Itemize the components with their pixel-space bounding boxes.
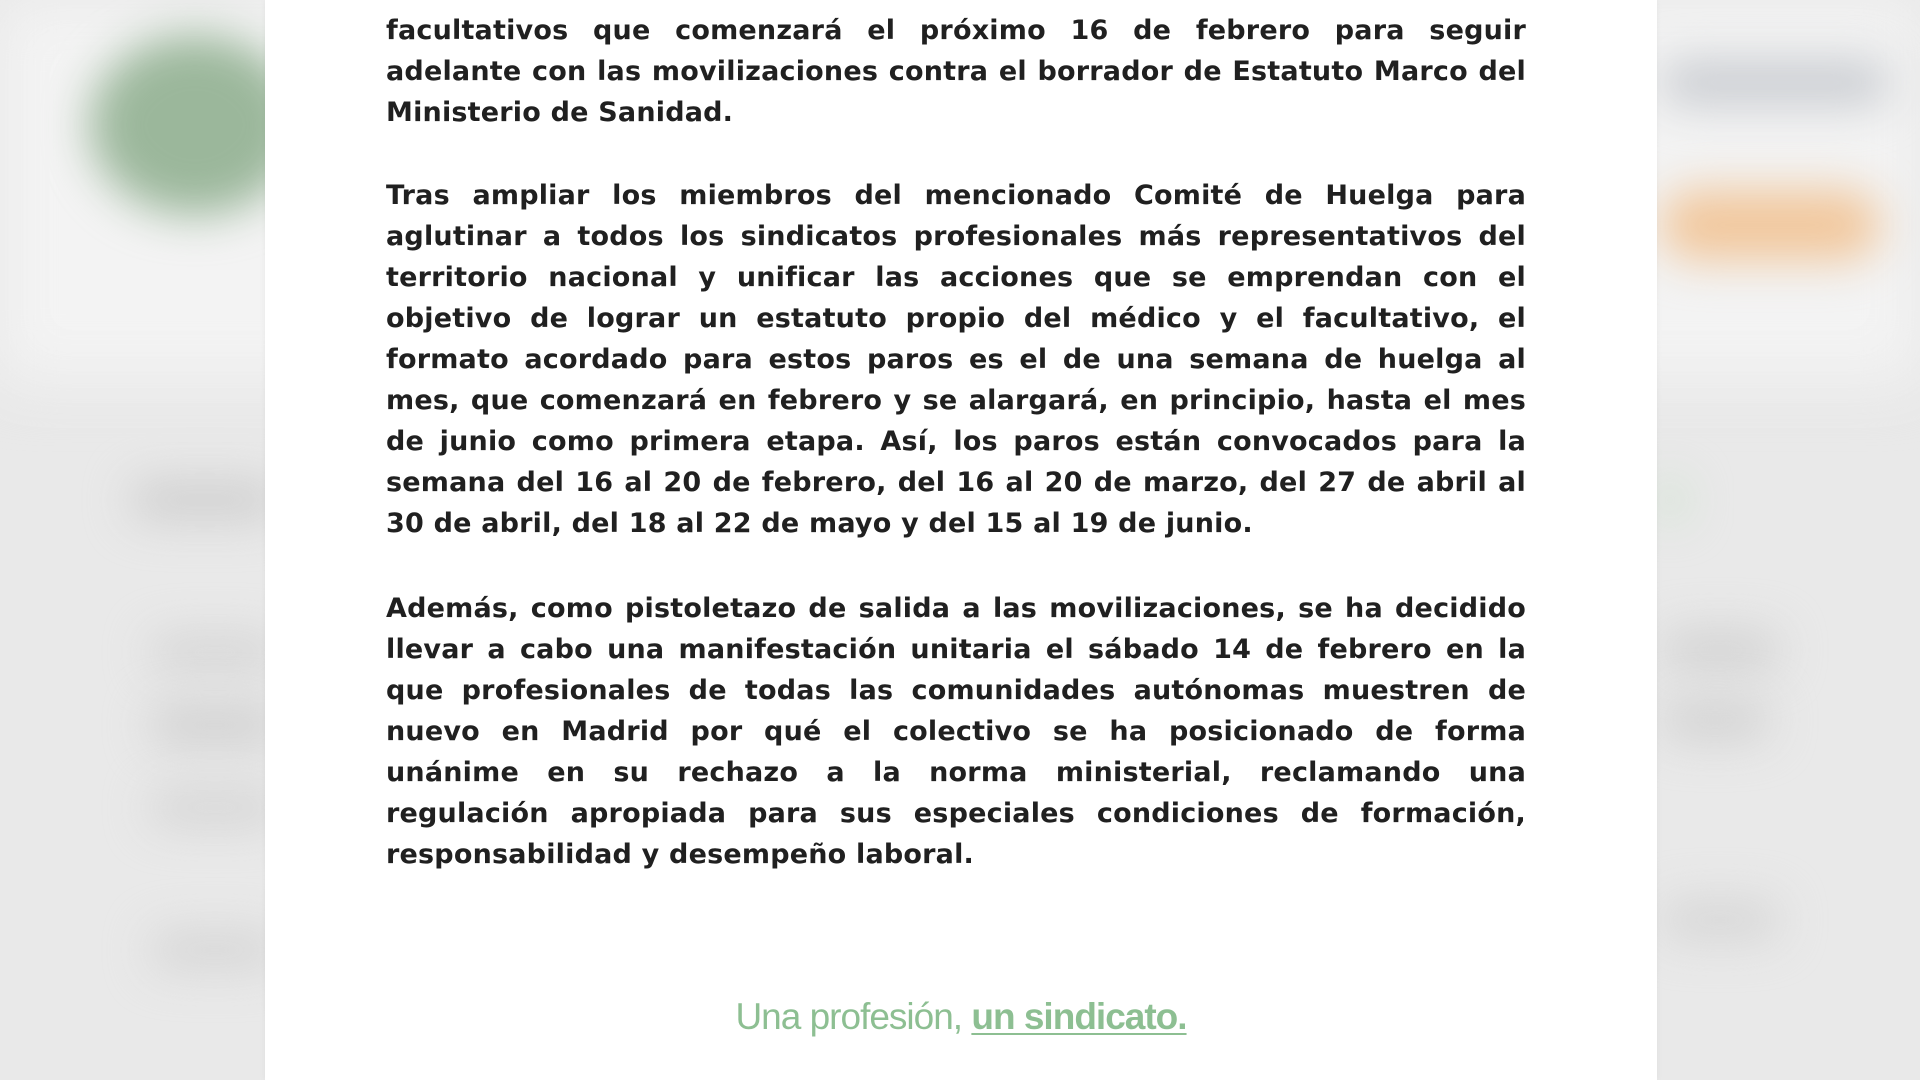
bg-shape — [1660, 630, 1780, 670]
paragraph-2: Tras ampliar los miembros del mencionado Comité de Huelga para aglutinar a todos los sindicatos profesionales más representativos del territorio nacional y unificar las acciones que se emprendan con el objetivo de lograr un estatuto propio del médico y el facultativo, el formato acordado para estos paros es el de una semana de huelga al mes, que comenzará en febrero y se alargará, en principio, hasta el mes de junio como primera etapa. Así, los paros están convocados para la semana del 16 al 20 de febrero, del 16 al 20 de marzo, del 27 de abril al 30 de abril, del 18 al 22 de mayo y del 15 al 19 de junio. — [386, 180, 1526, 539]
bg-shape — [150, 635, 280, 670]
slogan — [265, 996, 1657, 1038]
bg-shape — [150, 790, 280, 825]
bg-shape — [150, 705, 280, 745]
bg-shape — [1660, 700, 1770, 740]
slogan-light: Una profesión, — [735, 996, 972, 1037]
bg-shape — [1655, 480, 1685, 520]
bg-shape — [1660, 900, 1780, 940]
paragraph-1: facultativos que comenzará el próximo 16 de febrero para seguir adelante con las movilizaciones contra el borrador de Estatuto Marco del Ministerio de Sanidad. — [386, 15, 1526, 128]
document-page — [265, 0, 1657, 1080]
bg-shape — [1660, 60, 1890, 105]
bg-shape — [150, 930, 280, 970]
slogan-bold: un sindicato. — [971, 996, 1187, 1037]
bg-shape — [130, 480, 280, 520]
bg-orange-shape — [1660, 190, 1880, 260]
paragraph-3: Además, como pistoletazo de salida a las movilizaciones, se ha decidido llevar a cabo una manifestación unitaria el sábado 14 de febrero en la que profesionales de todas las comunidades autónomas muestren de nuevo en Madrid por qué el colectivo se ha posicionado de forma unánime en su rechazo a la norma ministerial, reclamando una regulación apropiada para sus especiales condiciones de formación, responsabilidad y desempeño laboral. — [386, 593, 1526, 870]
